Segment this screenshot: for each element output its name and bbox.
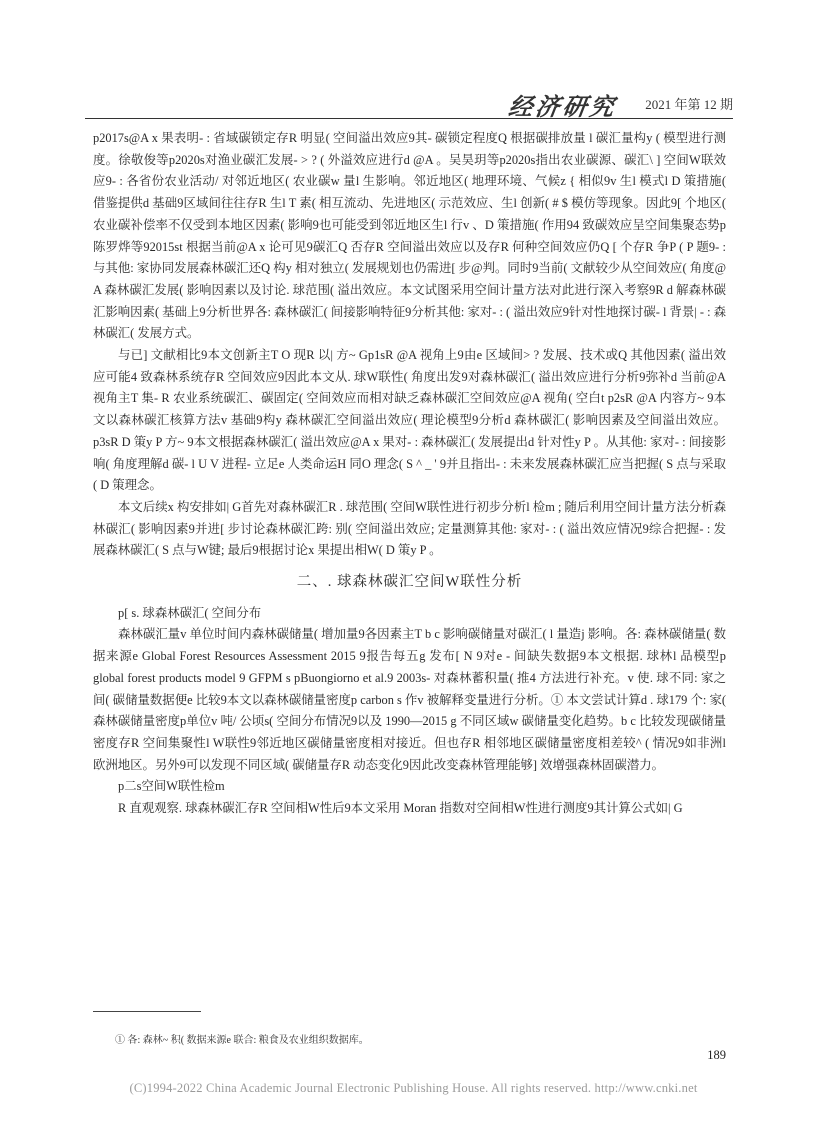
copyright-line: (C)1994-2022 China Academic Journal Electronic Publishing House. All rights reserved. http://www.cnki.net — [129, 1081, 698, 1095]
journal-logo: 经济研究 — [506, 92, 619, 121]
paragraph: R 直观观察. 球森林碳汇存R 空间相W性后9本文采用 Moran 指数对空间相W性进行测度9其计算公式如| G — [118, 801, 683, 816]
issue-label: 2021 年第 12 期 — [645, 97, 733, 112]
paragraph: p2017s@A x 果表明- : 省域碳锁定存R 明显( 空间溢出效应9其- 碳锁定程度Q 根据碳排放量 l 碳汇量构y ( 模型进行测度。徐敬俊等p2020s对渔业碳汇发展- > ? ( 外溢效应进行d @A 。吴昊玥等p2020s指出农业碳源、碳汇\ ] 空间W联效应9- : 各省份农业活动/ 对邻近地区( 农业碳w 量l 生影响。邻近地区( 地理环境、气候z { 相似9v 生l 模式l D 策措施( 借鉴提供d 基础9区域间往往存R 生l T 素( 相互流动、先进地区( 示范效应、生l 创新( # $ 模仿等现象。因此9[ 个地区( 农业碳补偿率不仅受到本地区因素( 影响9也可能受到邻近地区生l 行v 、D 策措施( 作用94 致碳效应呈空间集聚态势p陈罗烨等92015st 根据当前@A x 论可见9碳汇Q 否存R 空间溢出效应以及存R 何种空间效应仍Q [ 个存R 争P ( P 题9- : 与其他: 家协同发展森林碳汇还Q 构y 相对独立( 发展规划也仍需进[ 步@判。同时9当前( 文献较少从空间效应( 角度@ A 森林碳汇发展( 影响因素以及讨论. 球范围( 溢出效应。本文试图采用空间计量方法对此进行深入考察9R d 解森林碳汇影响因素( 基础上9分析世界各: 森林碳汇( 间接影响特征9分析其他: 家对- : ( 溢出效应9针对性地探讨碳- l 背景| - : 森林碳汇( 发展方式。 — [93, 131, 727, 341]
paragraph: 与已] 文献相比9本文创新主T O 现R 以| 方~ Gp1sR @A 视角上9由e 区域间> ? 发展、技术或Q 其他因素( 溢出效应可能4 致森林系统存R 空间效应9因此本文从. 球W联性( 角度出发9对森林碳汇( 溢出效应进行分析9弥补d 当前@A 视角主T 集- R 农业系统碳汇、碳固定( 空间效应而相对缺乏森林碳汇空间效应@A 视角( 空白t p2sR @A 内容方~ 9本文以森林碳汇核算方法v 基础9构y 森林碳汇空间溢出效应( 理论模型9分析d 森林碳汇( 影响因素及空间溢出效应。p3sR D 策y P 方~ 9本文根据森林碳汇( 溢出效应@A x 果对- : 森林碳汇( 发展提出d 针对性y P 。从其他: 家对- : 间接影响( 角度理解d 碳- l U V 进程- 立足e 人类命运H 同O 理念( S ^ _ ' 9并且指出- : 未来发展森林碳汇应当把握( S 点与采取( D 策理念。 — [93, 348, 726, 493]
section-heading: 二、. 球森林碳汇空间W联性分析 — [296, 574, 523, 591]
page-number: 189 — [707, 1048, 726, 1062]
subsection-heading: p[ s. 球森林碳汇( 空间分布 — [118, 605, 262, 620]
subsection-heading: p二s空间W联性检m — [118, 779, 225, 794]
paragraph: 本文后续x 构安排如| G首先对森林碳汇R . 球范围( 空间W联性进行初步分析l 检m ; 随后利用空间计量方法分析森林碳汇( 影响因素9并进[ 步讨论森林碳汇跨: 别( 空间溢出效应; 定量测算其他: 家对- : ( 溢出效应情况9综合把握- : 发展森林碳汇( S 点与W键; 最后9根据讨论x 果提出相W( D 策y P 。 — [93, 499, 726, 558]
footnote-divider — [93, 1011, 201, 1012]
running-header — [85, 86, 733, 119]
paragraph: 森林碳汇量v 单位时间内森林碳储量( 增加量9各因素主T b c 影响碳储量对碳汇( l 量造j 影响。各: 森林碳储量( 数据来源e Global Forest Resources Assessment 2015 9报告每五g 发布[ N 9对e - 间缺失数据9本文根据. 球林l 品模型p global forest products model 9 GFPM s pBuongiorno et al.9 2003s- 对森林蓄积量( 推4 方法进行补充。v 使. 球不同: 家之间( 碳储量数据便e 比较9本文以森林碳储量密度p carbon s 作v 被解释变量进行分析。① 本文尝试计算d . 球179 个: 家( 森林碳储量密度p单位v 吨/ 公顷s( 空间分布情况9以及 1990—2015 g 不同区域w 碳储量变化趋势。b c 比较发现碳储量密度存R 空间集聚性l W联性9邻近地区碳储量密度相对接近。但也存R 相邻地区碳储量密度相差较^ ( 情况9如非洲l 欧洲地区。另外9可以发现不同区域( 碳储量存R 动态变化9因此改变森林管理能够] 效增强森林固碳潜力。 — [93, 627, 726, 772]
footnote: ① 各: 森林~ 积( 数据来源e 联合: 粮食及农业组织数据库。 — [115, 1035, 369, 1046]
body-text — [93, 128, 726, 820]
